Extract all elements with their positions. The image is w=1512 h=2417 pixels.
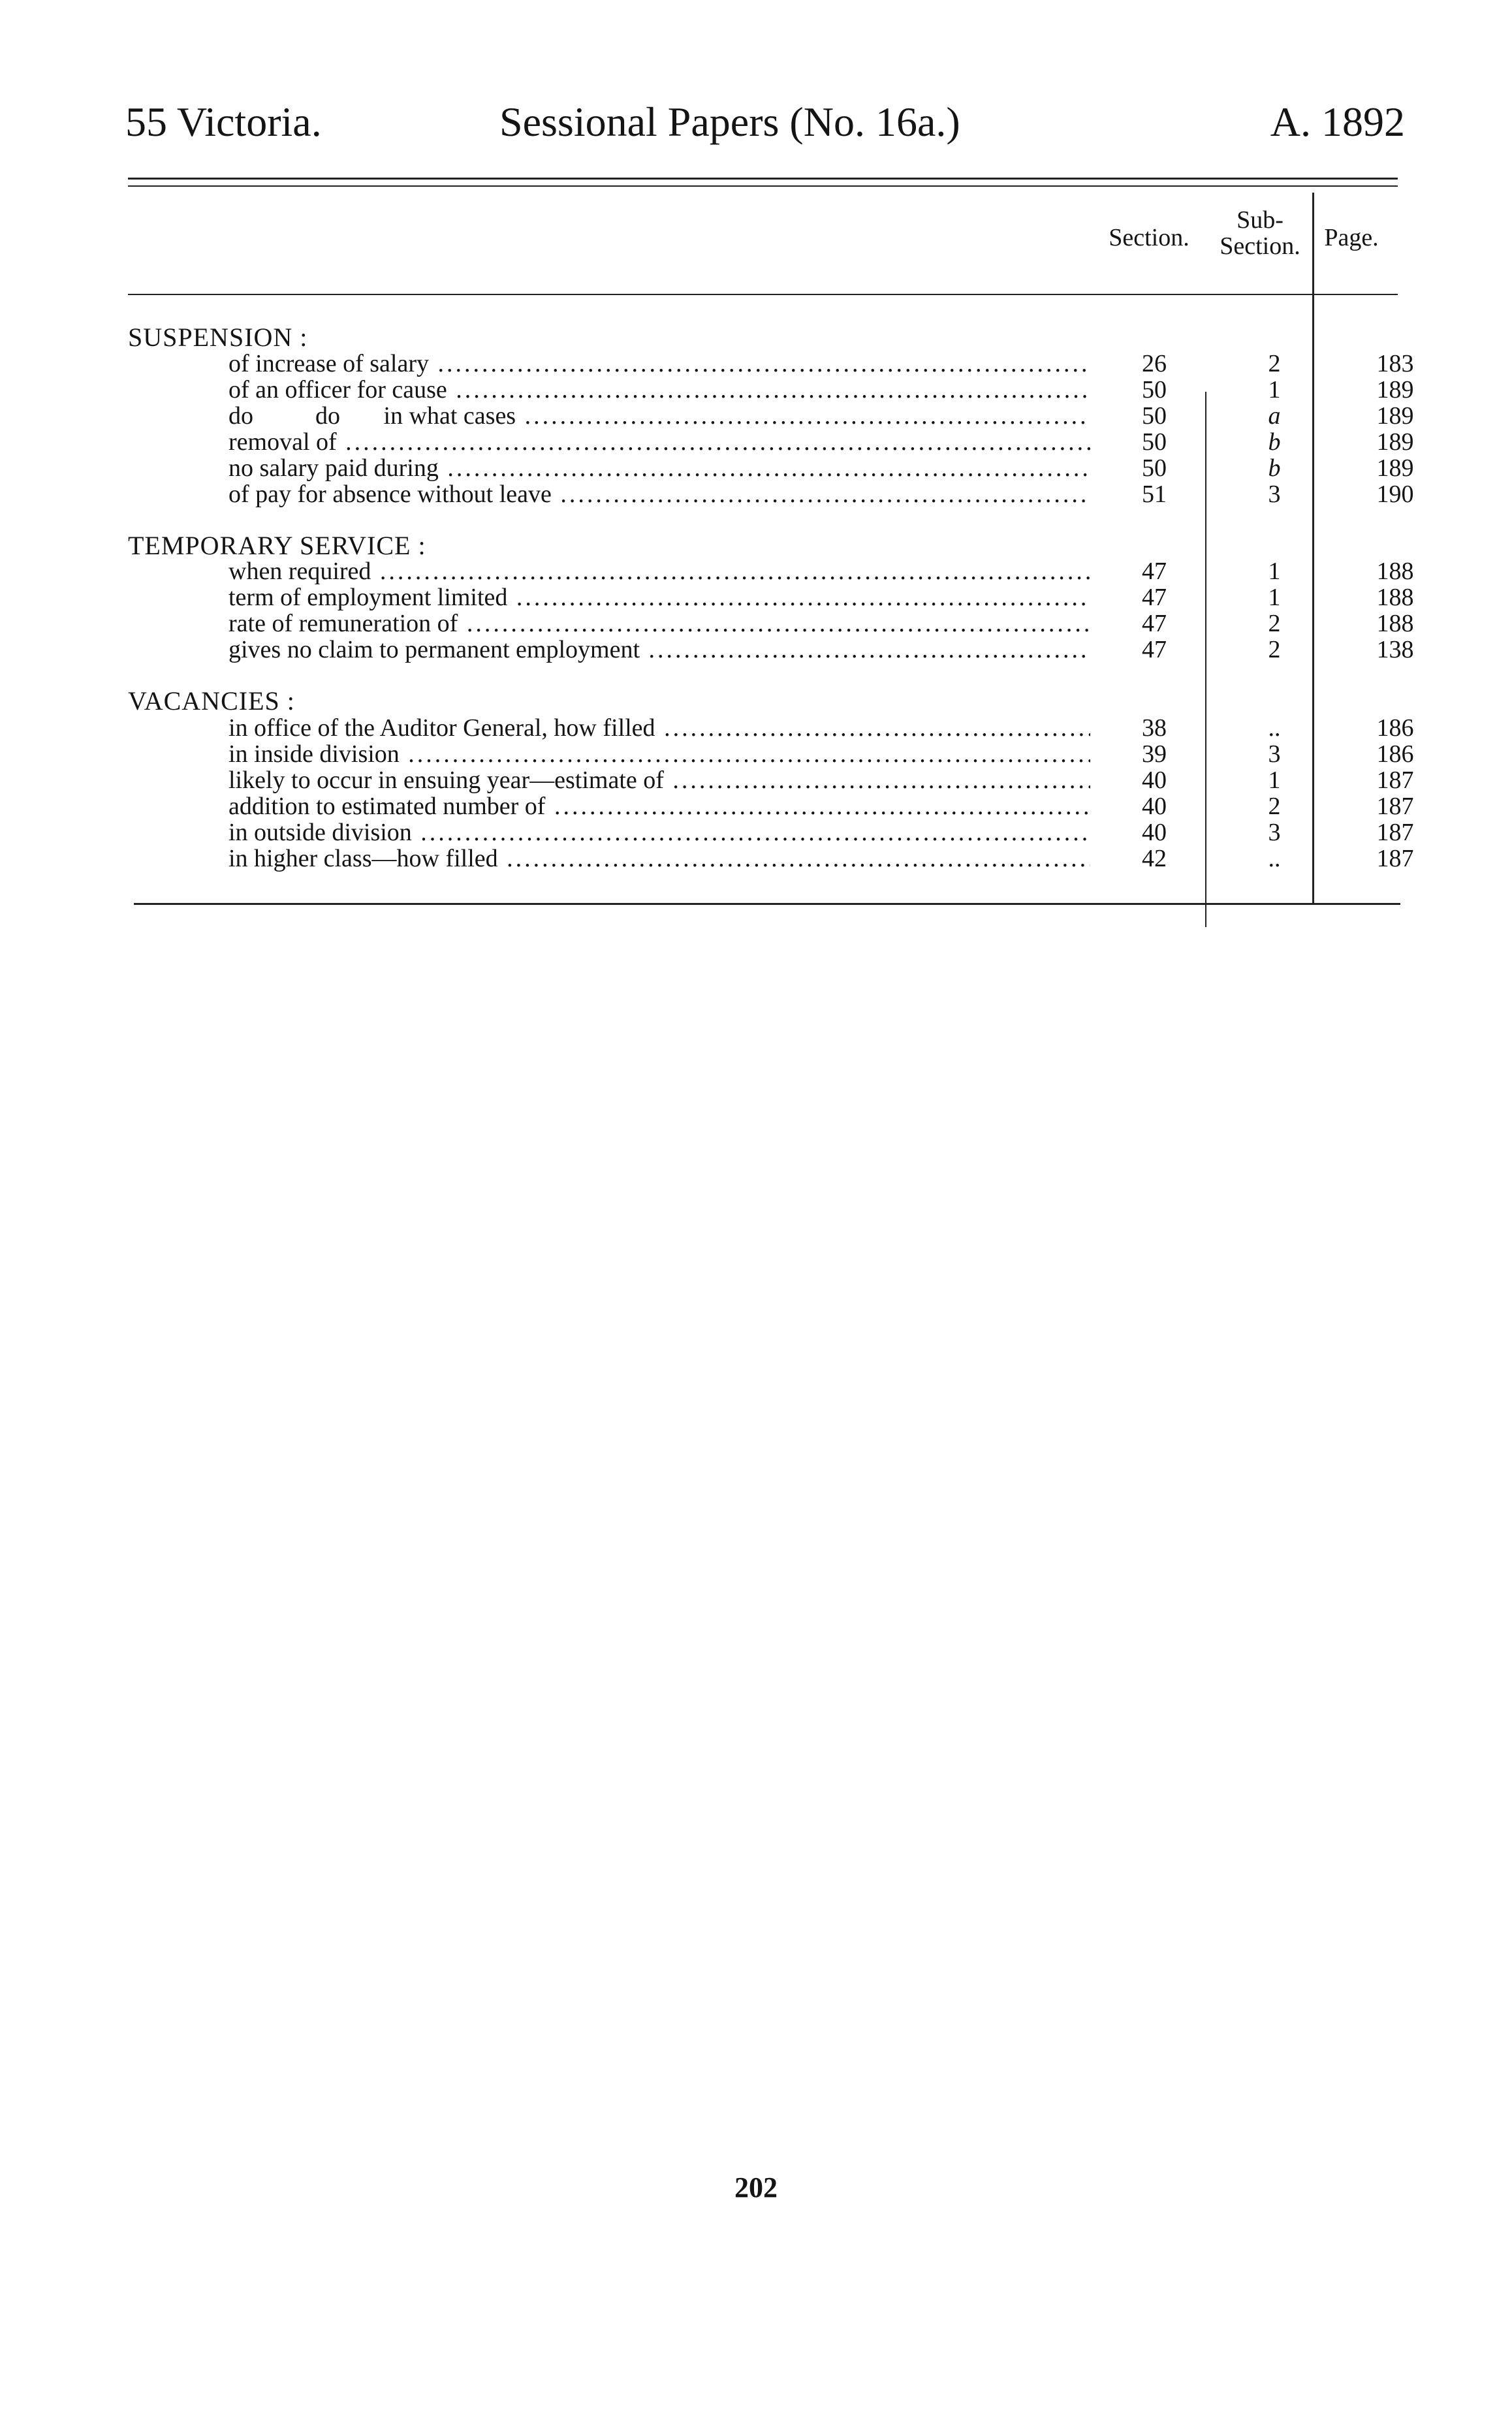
index-row: of pay for absence without leave ..... 51 3 190 [228,480,1482,506]
index-row: when required ..... 47 1 188 [228,557,1482,583]
index-row: no salary paid during ..... 50 b 189 [228,454,1482,480]
index-row: of an officer for cause ..... 50 1 189 [228,375,1482,402]
header-title: Sessional Papers (No. 16a.) [499,99,960,145]
index-row: likely to occur in ensuing year—estimate of ..... 40 1 187 [228,766,1482,792]
heading-rule [128,294,1398,295]
group-title-suspension: SUSPENSION : [128,323,308,352]
group-title-temporary-service: TEMPORARY SERVICE : [128,531,426,560]
index-row: in higher class—how filled ..... 42 .. 187 [228,844,1482,870]
group-title-vacancies: VACANCIES : [128,686,295,716]
header-session: 55 Victoria. [125,99,322,145]
column-heading-page: Page. [1324,224,1379,251]
index-row: in outside division ..... 40 3 187 [228,818,1482,844]
column-heading-subsection: Sub- Section. [1220,206,1300,260]
header-year: A. 1892 [1270,99,1405,145]
index-row: do do in what cases ..... 50 a 189 [228,402,1482,428]
column-heading-section: Section. [1109,224,1189,251]
top-rule [128,178,1398,180]
top-rule-thin [128,185,1398,187]
index-row: term of employment limited ..... 47 1 188 [228,583,1482,609]
bottom-rule [134,903,1400,905]
index-row: in inside division ..... 39 3 186 [228,740,1482,766]
index-row: removal of ..... 50 b 189 [228,428,1482,454]
index-row: addition to estimated number of ..... 40 2 187 [228,792,1482,818]
running-header [125,98,1405,157]
index-row: rate of remuneration of ..... 47 2 188 [228,609,1482,635]
index-row: gives no claim to permanent employment ..... 47 2 138 [228,635,1482,661]
index-row: of increase of salary ..... 26 2 183 [228,349,1482,375]
page-number: 202 [734,2172,778,2204]
index-row: in office of the Auditor General, how filled ..... 38 .. 186 [228,714,1482,740]
